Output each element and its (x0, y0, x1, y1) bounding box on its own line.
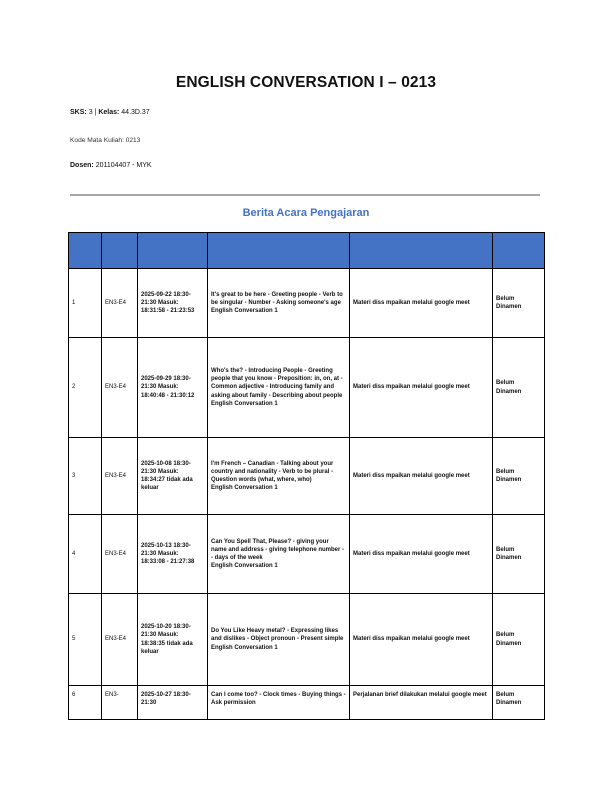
row-status: Belum Dinamen (493, 515, 545, 594)
row-date: 2025-10-27 18:30-21:30 (138, 686, 208, 720)
table-row (69, 594, 545, 686)
header-cell-status (493, 233, 545, 269)
row-topic-text: Can You Spell That, Please? - giving your name and address - giving telephone number - - days of the week (211, 538, 345, 561)
row-status: Belum Dinamen (493, 338, 545, 438)
row-number: 2 (69, 338, 102, 438)
row-course-name: English Conversation 1 (211, 563, 278, 570)
divider (70, 194, 540, 196)
dosen-value: 201104407 - MYK (95, 162, 152, 169)
row-topic-text: Who's the? - Introducing People - Greeting people that you know - Preposition: in, on, at - Common adjective - Introducing family and asking about family - Describing about people (211, 368, 343, 399)
row-topic (208, 686, 350, 720)
row-class: EN3-E4 (102, 338, 138, 438)
sks-label: SKS: (70, 109, 87, 116)
row-method: Materi diss mpaikan melalui google meet (350, 594, 493, 686)
row-method: Materi diss mpaikan melalui google meet (350, 438, 493, 515)
row-status: Belum Dinamen (493, 686, 545, 720)
row-topic-text: Do You Like Heavy metal? - Expressing likes and dislikes - Object pronoun - Present simple (211, 628, 344, 643)
row-topic (208, 269, 350, 338)
row-date: 2025-10-20 18:30-21:30 Masuk: 18:38:35 tidak ada keluar (138, 594, 208, 686)
row-number: 1 (69, 269, 102, 338)
course-info-line: SKS: 3 | Kelas: 44.3D.37 (70, 109, 150, 116)
row-number: 3 (69, 438, 102, 515)
row-course-name: English Conversation 1 (211, 485, 278, 492)
row-topic-text: Can I come too? - Clock times - Buying things - Ask permission (211, 692, 346, 707)
row-method: Materi diss mpaikan melalui google meet (350, 515, 493, 594)
header-cell-method (350, 233, 493, 269)
row-date: 2025-10-08 18:30-21:30 Masuk: 18:34:27 tidak ada keluar (138, 438, 208, 515)
table-row (69, 686, 545, 720)
row-status: Belum Dinamen (493, 594, 545, 686)
row-status: Belum Dinamen (493, 438, 545, 515)
table-row (69, 338, 545, 438)
row-number: 4 (69, 515, 102, 594)
row-topic (208, 338, 350, 438)
row-method: Materi diss mpaikan melalui google meet (350, 269, 493, 338)
row-date: 2025-09-29 18:30-21:30 Masuk: 18:40:48 - 21:30:12 (138, 338, 208, 438)
row-class: EN3-E4 (102, 438, 138, 515)
table-header-row (69, 233, 545, 269)
sks-value: 3 (88, 109, 93, 116)
row-course-name: English Conversation 1 (211, 644, 278, 651)
row-class: EN3-E4 (102, 269, 138, 338)
row-topic (208, 515, 350, 594)
page-title: ENGLISH CONVERSATION I – 0213 (175, 74, 437, 91)
row-topic (208, 438, 350, 515)
row-class: EN3-E4 (102, 515, 138, 594)
row-topic-text: I'm French – Canadian - Talking about your country and nationality - Verb to be plural - Question words (what, where, who) (211, 460, 334, 483)
kelas-label: Kelas: (98, 109, 120, 116)
teaching-log-table (68, 232, 545, 720)
row-date: 2025-10-13 18:30-21:30 Masuk: 18:33:08 - 21:27:38 (138, 515, 208, 594)
row-topic-text: It's great to be here - Greeting people - Verb to be singular - Number - Asking someone's age (211, 291, 343, 306)
row-class: EN3-E4 (102, 594, 138, 686)
header-cell-date (138, 233, 208, 269)
section-title: Berita Acara Pengajaran (242, 207, 370, 219)
row-number: 5 (69, 594, 102, 686)
row-number: 6 (69, 686, 102, 720)
kelas-value: 44.3D.37 (121, 109, 150, 116)
row-topic (208, 594, 350, 686)
table-row (69, 515, 545, 594)
row-course-name: English Conversation 1 (211, 308, 278, 315)
lecturer-line (70, 162, 152, 169)
header-cell-topic (208, 233, 350, 269)
table-row (69, 269, 545, 338)
header-cell-no (69, 233, 102, 269)
course-code-line: Kode Mata Kuliah: 0213 (70, 137, 141, 144)
header-cell-kelas (102, 233, 138, 269)
row-class: EN3- (102, 686, 138, 720)
row-course-name: English Conversation 1 (211, 400, 278, 407)
table-row (69, 438, 545, 515)
row-method: Materi diss mpaikan melalui google meet (350, 338, 493, 438)
row-date: 2025-09-22 18:30-21:30 Masuk: 18:31:58 - 21:23:53 (138, 269, 208, 338)
dosen-label: Dosen: (70, 162, 94, 169)
row-method: Perjalanan brief dilakukan melalui google meet (350, 686, 493, 720)
row-status: Belum Dinamen (493, 269, 545, 338)
